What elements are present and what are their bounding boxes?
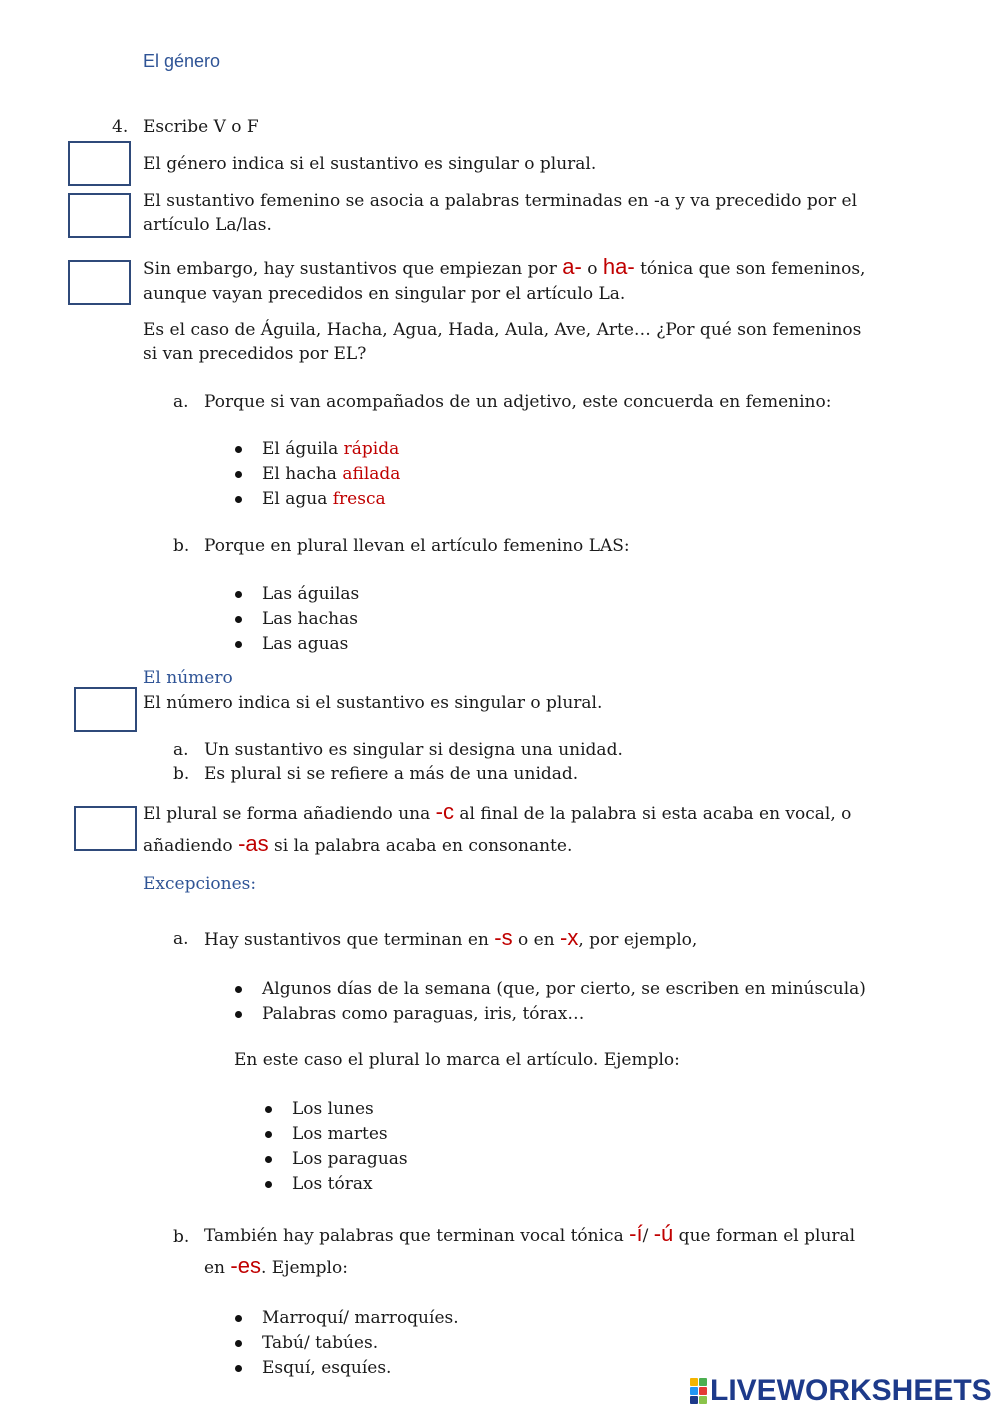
liveworksheets-logo xyxy=(690,1374,992,1408)
list-item: Marroquí/ marroquíes. xyxy=(232,1306,459,1331)
list-marker-b: b. xyxy=(173,1227,190,1247)
list-marker-b: b. xyxy=(173,536,190,556)
list-item: Esquí, esquíes. xyxy=(232,1356,459,1381)
logo-square xyxy=(690,1378,698,1386)
numero-a-text: Un sustantivo es singular si designa una unidad. xyxy=(204,740,623,760)
highlight-a: a- xyxy=(562,254,582,279)
logo-square xyxy=(699,1378,707,1386)
plural-examples xyxy=(232,582,359,657)
excepciones-b-text: También hay palabras que terminan vocal tónica -í/ -ú que forman el plural xyxy=(204,1221,856,1246)
list-item: El hacha afilada xyxy=(232,462,400,487)
option-b-text: Porque en plural llevan el artículo femenino LAS: xyxy=(204,536,630,556)
exception-examples xyxy=(262,1097,408,1197)
list-item: Las hachas xyxy=(232,607,359,632)
logo-square xyxy=(690,1396,698,1404)
statement-1: El género indica si el sustantivo es singular o plural. xyxy=(143,154,597,174)
exception-cases xyxy=(232,977,866,1027)
answer-box-3[interactable] xyxy=(68,260,131,305)
logo-square xyxy=(699,1396,707,1404)
list-marker-a: a. xyxy=(173,929,189,949)
paragraph-caso: Es el caso de Águila, Hacha, Agua, Hada, Aula, Ave, Arte… ¿Por qué son femeninos si van precedidos por EL? xyxy=(143,320,862,364)
excepciones-a-text: Hay sustantivos que terminan en -s o en -x, por ejemplo, xyxy=(204,925,698,950)
tonic-vowel-examples xyxy=(232,1306,459,1381)
adjective-examples xyxy=(232,437,400,512)
section-heading-numero: El número xyxy=(143,668,233,688)
list-marker-a: a. xyxy=(173,392,189,412)
question-instruction: Escribe V o F xyxy=(143,117,259,137)
list-item: Las águilas xyxy=(232,582,359,607)
page-title: El género xyxy=(143,51,221,71)
answer-box-2[interactable] xyxy=(68,193,131,238)
list-item: Tabú/ tabúes. xyxy=(232,1331,459,1356)
answer-box-5[interactable] xyxy=(74,806,137,851)
statement-5-line2: añadiendo -as si la palabra acaba en consonante. xyxy=(143,831,573,856)
list-item: Los martes xyxy=(262,1122,408,1147)
list-item: Los tórax xyxy=(262,1172,408,1197)
logo-mark-icon xyxy=(690,1378,707,1404)
numero-b-text: Es plural si se refiere a más de una unidad. xyxy=(204,764,579,784)
question-number: 4. xyxy=(112,117,129,137)
list-item: El agua fresca xyxy=(232,487,400,512)
list-item: Palabras como paraguas, iris, tórax… xyxy=(232,1002,866,1027)
list-item: Algunos días de la semana (que, por cierto, se escriben en minúscula) xyxy=(232,977,866,1002)
statement-5: El plural se forma añadiendo una -c al final de la palabra si esta acaba en vocal, o xyxy=(143,799,852,824)
statement-3: Sin embargo, hay sustantivos que empiezan por a- o ha- tónica que son femeninos, xyxy=(143,254,866,279)
list-item: Las aguas xyxy=(232,632,359,657)
highlight-ha: ha- xyxy=(602,254,635,279)
list-marker-a: a. xyxy=(173,740,189,760)
list-item: Los lunes xyxy=(262,1097,408,1122)
list-item: Los paraguas xyxy=(262,1147,408,1172)
list-item: El águila rápida xyxy=(232,437,400,462)
section-heading-excepciones: Excepciones: xyxy=(143,874,257,894)
logo-square xyxy=(699,1387,707,1395)
list-marker-b: b. xyxy=(173,764,190,784)
statement-3-line2: aunque vayan precedidos en singular por el artículo La. xyxy=(143,284,626,304)
exception-note: En este caso el plural lo marca el artículo. Ejemplo: xyxy=(234,1050,680,1070)
excepciones-b-line2: en -es. Ejemplo: xyxy=(204,1253,348,1278)
logo-square xyxy=(690,1387,698,1395)
statement-4: El número indica si el sustantivo es singular o plural. xyxy=(143,693,603,713)
logo-text: LIVEWORKSHEETS xyxy=(710,1374,992,1407)
answer-box-1[interactable] xyxy=(68,141,131,186)
answer-box-4[interactable] xyxy=(74,687,137,732)
option-a-text: Porque si van acompañados de un adjetivo, este concuerda en femenino: xyxy=(204,392,832,412)
statement-2: El sustantivo femenino se asocia a palabras terminadas en -a y va precedido por el artículo La/las. xyxy=(143,191,858,235)
